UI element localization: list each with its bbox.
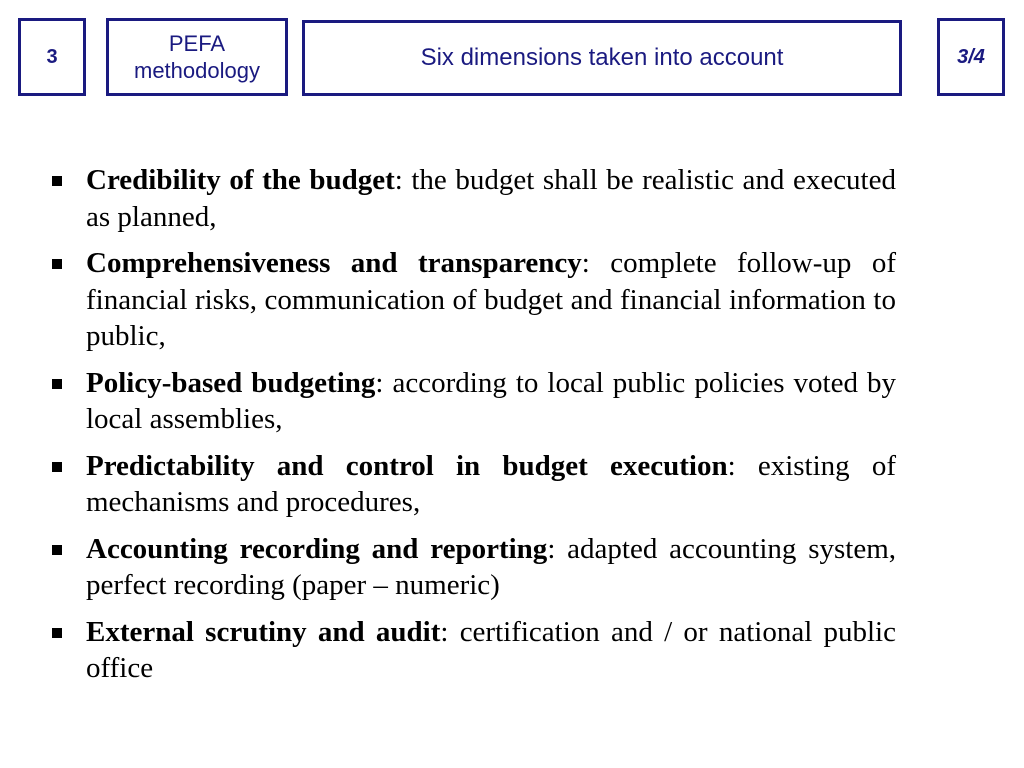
square-bullet-icon (52, 259, 62, 269)
bullet-text: : certification and / or national public office (86, 615, 896, 684)
bullet-text: : existing of mechanisms and procedures, (86, 449, 897, 518)
bullet-item-external-scrutiny (48, 614, 896, 687)
bullet-item-credibility (48, 162, 896, 235)
square-bullet-icon (52, 545, 62, 555)
bullet-term: Accounting recording and reporting (86, 532, 548, 565)
bullet-item-policy-based (48, 365, 896, 438)
section-box (106, 18, 288, 96)
section-label-line2: methodology (134, 58, 260, 83)
section-label (134, 30, 260, 84)
slide-title-box (302, 20, 902, 96)
bullet-term: Predictability and control in budget execution (86, 449, 728, 482)
section-label-line1: PEFA (168, 31, 226, 56)
slide-number: 3 (46, 45, 58, 68)
square-bullet-icon (52, 176, 62, 186)
bullet-list (48, 162, 896, 697)
bullet-item-predictability (48, 448, 896, 521)
bullet-text: : according to local public policies voted by local assemblies, (86, 366, 896, 435)
bullet-text: : the budget shall be realistic and executed as planned, (86, 164, 896, 233)
slide-number-box (18, 18, 86, 96)
bullet-item-comprehensiveness (48, 245, 896, 355)
page-indicator: 3/4 (957, 45, 985, 68)
bullet-term: Credibility of the budget (86, 164, 395, 196)
bullet-text: : adapted accounting system, perfect recording (paper – numeric) (86, 532, 896, 601)
square-bullet-icon (52, 462, 62, 472)
bullet-term: Policy-based budgeting (86, 366, 376, 399)
bullet-term: Comprehensiveness and transparency (86, 247, 582, 279)
page-indicator-box (937, 18, 1005, 96)
slide-title: Six dimensions taken into account (420, 44, 784, 71)
bullet-term: External scrutiny and audit (86, 615, 441, 648)
bullet-text: : complete follow-up of financial risks, communication of budget and financial information to public, (86, 247, 896, 352)
square-bullet-icon (52, 379, 62, 389)
square-bullet-icon (52, 628, 62, 638)
bullet-item-accounting (48, 531, 896, 604)
